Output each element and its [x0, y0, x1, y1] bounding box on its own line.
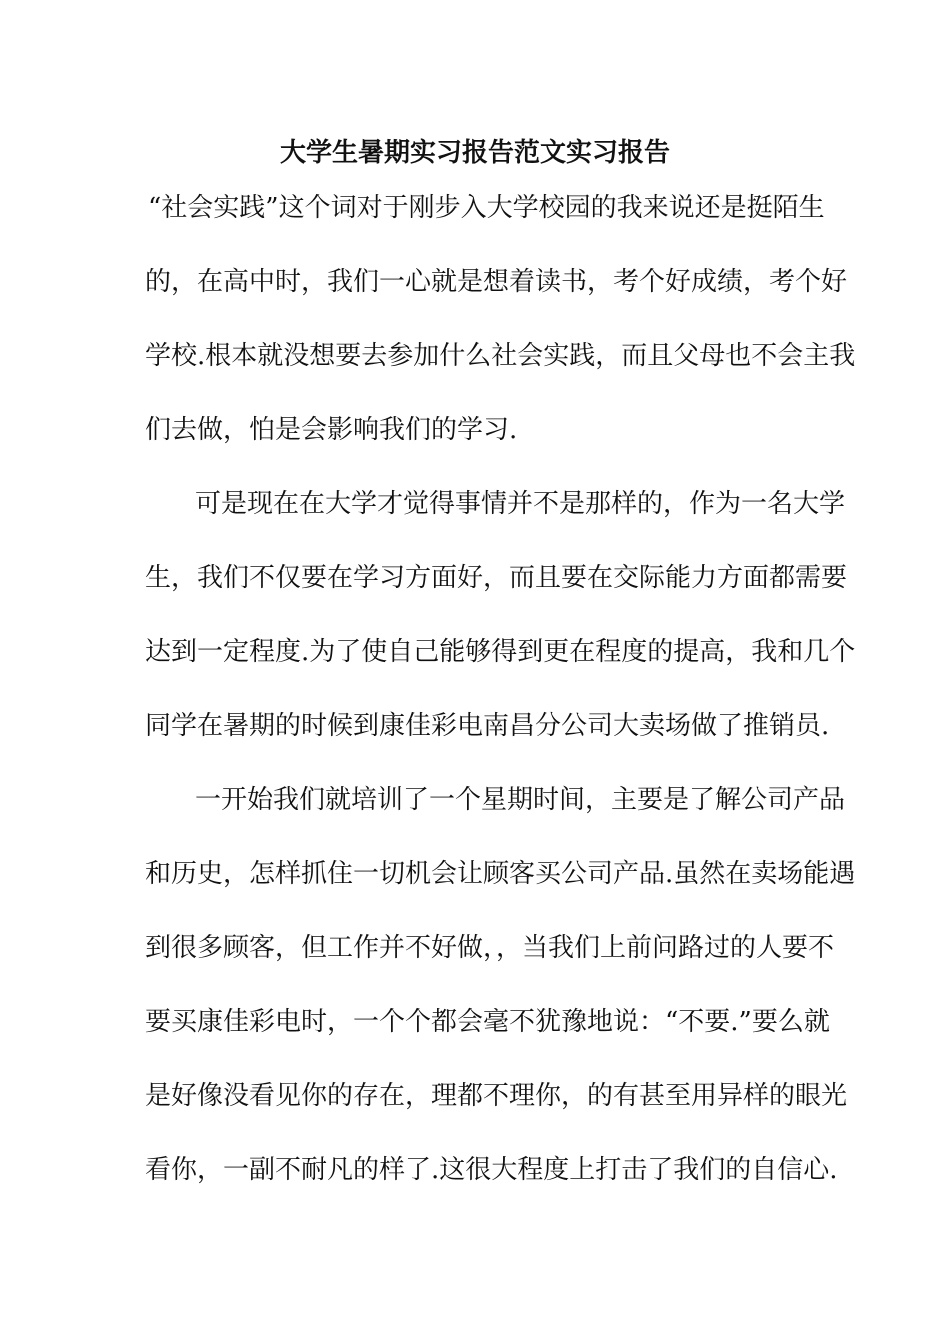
paragraph-3-line-6: 看你，一副不耐凡的样了.这很大程度上打击了我们的自信心.	[145, 1155, 838, 1185]
paragraph-3-line-5: 是好像没看见你的存在，理都不理你，的有甚至用异样的眼光	[145, 1081, 848, 1111]
paragraph-3-line-3: 到很多顾客，但工作并不好做，，当我们上前问路过的人要不	[145, 933, 835, 963]
paragraph-1-line-3: 学校.根本就没想要去参加什么社会实践，而且父母也不会主我	[145, 341, 856, 371]
paragraph-3-line-4: 要买康佳彩电时，一个个都会毫不犹豫地说：“不要.”要么就	[145, 1007, 830, 1037]
paragraph-3-line-1: 一开始我们就培训了一个星期时间，主要是了解公司产品	[195, 785, 846, 815]
document-title: 大学生暑期实习报告范文实习报告	[279, 138, 670, 168]
paragraph-3-line-2: 和历史，怎样抓住一切机会让顾客买公司产品.虽然在卖场能遇	[145, 859, 856, 889]
paragraph-2-line-3: 达到一定程度.为了使自己能够得到更在程度的提高，我和几个	[145, 637, 856, 667]
paragraph-1-line-4: 们去做，怕是会影响我们的学习.	[145, 415, 518, 445]
paragraph-1-line-2: 的，在高中时，我们一心就是想着读书，考个好成绩，考个好	[145, 267, 848, 297]
paragraph-2-line-1: 可是现在在大学才觉得事情并不是那样的，作为一名大学	[195, 489, 846, 519]
paragraph-2-line-2: 生，我们不仅要在学习方面好，而且要在交际能力方面都需要	[145, 563, 848, 593]
paragraph-1-line-1: “社会实践”这个词对于刚步入大学校园的我来说还是挺陌生	[148, 193, 825, 223]
paragraph-2-line-4: 同学在暑期的时候到康佳彩电南昌分公司大卖场做了推销员.	[145, 711, 830, 741]
